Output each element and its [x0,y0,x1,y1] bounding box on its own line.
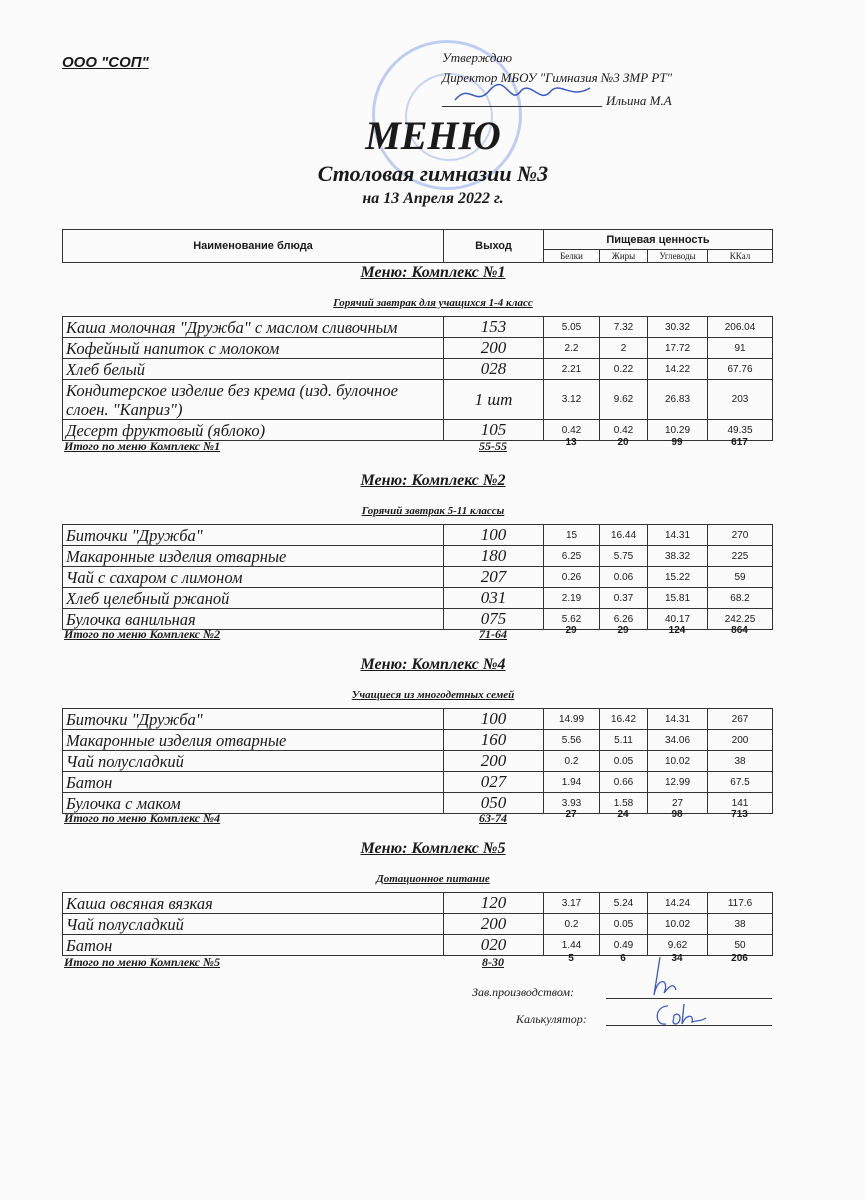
organization-name: ООО "СОП" [62,54,149,71]
dish-kcal: 38 [708,751,773,772]
dish-proteins: 5.05 [544,317,600,338]
dish-fats: 5.24 [600,893,648,914]
dish-proteins: 1.44 [544,935,600,956]
dish-proteins: 15 [544,525,600,546]
table-row [63,525,773,546]
table-row [63,751,773,772]
dish-name: Кондитерское изделие без крема (изд. булочное слоен. "Каприз") [63,380,444,420]
table-row [63,709,773,730]
dish-yield: 200 [444,914,544,935]
header-name: Наименование блюда [63,230,444,263]
dish-name: Кофейный напиток с молоком [63,338,444,359]
section-subtitle: Учащиеся из многодетных семей [351,689,515,701]
total-fats: 20 [617,437,629,448]
dish-name: Каша молочная "Дружба" с маслом сливочным [63,317,444,338]
dish-fats: 9.62 [600,380,648,420]
table-row [63,914,773,935]
dish-fats: 7.32 [600,317,648,338]
total-label: Итого по меню Комплекс №4 [64,811,221,825]
total-label: Итого по меню Комплекс №5 [64,955,221,969]
dish-proteins: 3.17 [544,893,600,914]
dish-yield: 200 [444,751,544,772]
dish-proteins: 1.94 [544,772,600,793]
dish-fats: 6.26 [600,609,648,630]
dish-proteins: 0.26 [544,567,600,588]
dish-yield: 031 [444,588,544,609]
calculator-signature [650,1000,710,1030]
section-title: Меню: Комплекс №2 [360,472,506,489]
dish-yield: 207 [444,567,544,588]
dish-kcal: 242.25 [708,609,773,630]
dish-carbs: 17.72 [648,338,708,359]
approval-label: Утверждаю [442,50,513,65]
dish-fats: 0.37 [600,588,648,609]
header-carbs: Углеводы [648,250,708,263]
section-title: Меню: Комплекс №5 [360,840,506,857]
dish-fats: 0.66 [600,772,648,793]
total-yield: 71-64 [479,627,507,641]
table-row [63,317,773,338]
section-subtitle: Горячий завтрак для учащихся 1-4 класс [333,297,533,309]
dish-fats: 5.11 [600,730,648,751]
header-yield: Выход [444,230,544,263]
total-carbs: 34 [671,953,683,964]
total-kcal: 864 [731,625,748,636]
dish-yield: 027 [444,772,544,793]
dish-yield: 180 [444,546,544,567]
total-yield: 8-30 [482,955,504,969]
dish-kcal: 117.6 [708,893,773,914]
dish-fats: 2 [600,338,648,359]
calculator-label: Калькулятор: [516,1012,587,1026]
dish-proteins: 6.25 [544,546,600,567]
dish-proteins: 2.2 [544,338,600,359]
dish-yield: 153 [444,317,544,338]
dish-name: Чай полусладкий [63,751,444,772]
page-title: МЕНЮ [365,113,501,158]
dish-name: Батон [63,772,444,793]
total-proteins: 5 [568,953,574,964]
dish-carbs: 15.22 [648,567,708,588]
dish-fats: 0.22 [600,359,648,380]
dish-kcal: 59 [708,567,773,588]
dish-kcal: 67.76 [708,359,773,380]
dish-proteins: 14.99 [544,709,600,730]
total-carbs: 98 [671,809,683,820]
total-fats: 29 [617,625,629,636]
dish-yield: 1 шт [444,380,544,420]
dish-carbs: 12.99 [648,772,708,793]
dish-proteins: 3.12 [544,380,600,420]
dish-carbs: 14.22 [648,359,708,380]
dish-proteins: 5.62 [544,609,600,630]
dish-kcal: 200 [708,730,773,751]
dish-yield: 105 [444,420,544,441]
total-proteins: 29 [565,625,577,636]
dish-proteins: 5.56 [544,730,600,751]
dish-proteins: 2.21 [544,359,600,380]
header-nutrition: Пищевая ценность [544,230,773,250]
dish-yield: 028 [444,359,544,380]
table-row [63,772,773,793]
total-yield: 55-55 [479,439,507,453]
dish-carbs: 15.81 [648,588,708,609]
dish-yield: 100 [444,525,544,546]
table-row [63,359,773,380]
dish-yield: 200 [444,338,544,359]
total-kcal: 713 [731,809,748,820]
table-row [63,893,773,914]
dish-kcal: 38 [708,914,773,935]
total-kcal: 206 [731,953,748,964]
section-title: Меню: Комплекс №4 [360,656,506,673]
dish-kcal: 91 [708,338,773,359]
dish-fats: 0.06 [600,567,648,588]
production-head-signature-line [606,998,772,999]
dish-name: Булочка с маком [63,793,444,814]
total-fats: 24 [617,809,629,820]
dish-kcal: 270 [708,525,773,546]
dish-carbs: 34.06 [648,730,708,751]
page-subtitle: Столовая гимназии №3 [317,161,549,186]
dish-name: Булочка ванильная [63,609,444,630]
dish-kcal: 267 [708,709,773,730]
dish-kcal: 68.2 [708,588,773,609]
dish-yield: 120 [444,893,544,914]
menu-table [62,892,773,956]
director-signature [450,80,600,110]
dish-kcal: 141 [708,793,773,814]
dish-carbs: 40.17 [648,609,708,630]
menu-table [62,316,773,441]
dish-name: Биточки "Дружба" [63,525,444,546]
dish-fats: 0.05 [600,751,648,772]
dish-fats: 0.42 [600,420,648,441]
dish-carbs: 26.83 [648,380,708,420]
dish-name: Чай с сахаром с лимоном [63,567,444,588]
dish-carbs: 14.31 [648,709,708,730]
dish-kcal: 225 [708,546,773,567]
section-title: Меню: Комплекс №1 [360,264,506,281]
total-yield: 63-74 [479,811,507,825]
menu-table [62,708,773,814]
production-head-label: Зав.производством: [472,985,575,999]
section-subtitle: Горячий завтрак 5-11 классы [361,505,505,517]
header-proteins: Белки [544,250,600,263]
column-header-table [62,229,773,263]
dish-proteins: 3.93 [544,793,600,814]
dish-proteins: 0.42 [544,420,600,441]
dish-yield: 160 [444,730,544,751]
production-head-signature [640,955,680,1000]
total-label: Итого по меню Комплекс №1 [64,439,221,453]
dish-yield: 075 [444,609,544,630]
total-label: Итого по меню Комплекс №2 [64,627,221,641]
dish-name: Макаронные изделия отварные [63,546,444,567]
dish-carbs: 10.29 [648,420,708,441]
dish-carbs: 27 [648,793,708,814]
dish-kcal: 49.35 [708,420,773,441]
table-row [63,338,773,359]
dish-fats: 1.58 [600,793,648,814]
dish-name: Чай полусладкий [63,914,444,935]
dish-fats: 16.42 [600,709,648,730]
menu-date: на 13 Апреля 2022 г. [362,190,504,207]
dish-name: Хлеб белый [63,359,444,380]
dish-yield: 020 [444,935,544,956]
dish-proteins: 2.19 [544,588,600,609]
table-row [63,588,773,609]
dish-name: Десерт фруктовый (яблоко) [63,420,444,441]
dish-kcal: 50 [708,935,773,956]
dish-carbs: 10.02 [648,751,708,772]
dish-kcal: 203 [708,380,773,420]
total-proteins: 27 [565,809,577,820]
dish-carbs: 10.02 [648,914,708,935]
header-fats: Жиры [600,250,648,263]
dish-carbs: 38.32 [648,546,708,567]
approval-position: Директор МБОУ "Гимназия №3 ЗМР РТ" [442,70,673,85]
dish-yield: 050 [444,793,544,814]
total-carbs: 99 [671,437,683,448]
dish-name: Хлеб целебный ржаной [63,588,444,609]
dish-fats: 0.05 [600,914,648,935]
table-row [63,546,773,567]
total-proteins: 13 [565,437,577,448]
table-row [63,567,773,588]
approval-director-name: Ильина М.А [606,93,672,108]
dish-carbs: 14.24 [648,893,708,914]
total-kcal: 617 [731,437,748,448]
dish-yield: 100 [444,709,544,730]
dish-fats: 5.75 [600,546,648,567]
dish-name: Биточки "Дружба" [63,709,444,730]
table-row [63,730,773,751]
dish-carbs: 9.62 [648,935,708,956]
total-carbs: 124 [668,625,686,636]
dish-fats: 0.49 [600,935,648,956]
dish-carbs: 30.32 [648,317,708,338]
menu-table [62,524,773,630]
dish-fats: 16.44 [600,525,648,546]
table-row [63,380,773,420]
dish-name: Каша овсяная вязкая [63,893,444,914]
dish-proteins: 0.2 [544,914,600,935]
dish-kcal: 67.5 [708,772,773,793]
dish-proteins: 0.2 [544,751,600,772]
total-fats: 6 [620,953,626,964]
section-subtitle: Дотационное питание [376,873,490,885]
header-kcal: ККал [708,250,773,263]
dish-name: Батон [63,935,444,956]
dish-name: Макаронные изделия отварные [63,730,444,751]
dish-kcal: 206.04 [708,317,773,338]
dish-carbs: 14.31 [648,525,708,546]
